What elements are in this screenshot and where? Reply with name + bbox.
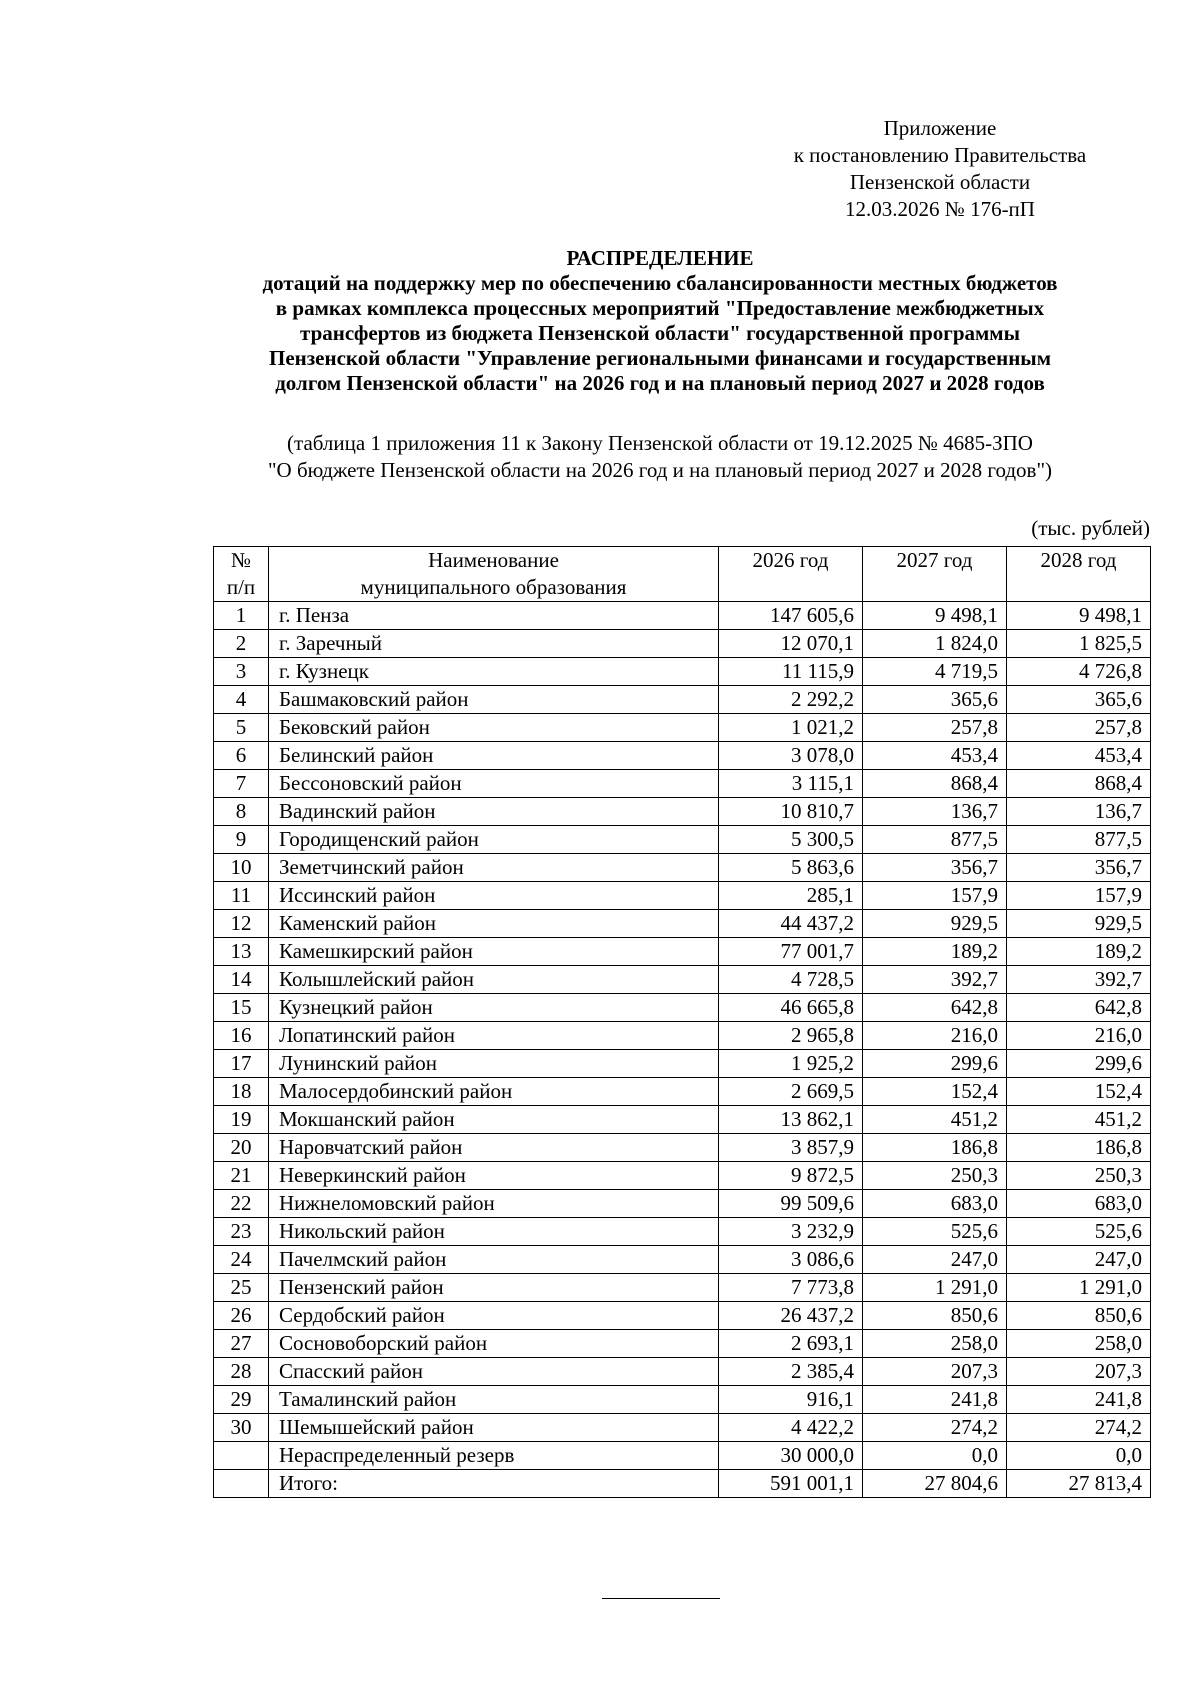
row-value-2028: 258,0 (1007, 1330, 1151, 1358)
row-value-2027: 850,6 (863, 1302, 1007, 1330)
row-value-2027: 683,0 (863, 1190, 1007, 1218)
row-number (214, 1442, 269, 1470)
table-row (214, 686, 1151, 714)
row-value-2026: 9 872,5 (719, 1162, 863, 1190)
row-municipality-name: Камешкирский район (269, 938, 719, 966)
title-heading: РАСПРЕДЕЛЕНИЕ (566, 246, 754, 270)
row-value-2027: 250,3 (863, 1162, 1007, 1190)
title-line: в рамках комплекса процессных мероприятий "Предоставление межбюджетных (275, 296, 1045, 320)
row-municipality-name: Башмаковский район (269, 686, 719, 714)
row-municipality-name: Шемышейский район (269, 1414, 719, 1442)
row-municipality-name: Городищенский район (269, 826, 719, 854)
row-number: 6 (214, 742, 269, 770)
approval-line: к постановлению Правительства (793, 143, 1087, 167)
row-value-2026: 3 078,0 (719, 742, 863, 770)
row-value-2028: 136,7 (1007, 798, 1151, 826)
table-row (214, 630, 1151, 658)
row-value-2028: 929,5 (1007, 910, 1151, 938)
row-value-2026: 11 115,9 (719, 658, 863, 686)
source-line: "О бюджете Пензенской области на 2026 год и на плановый период 2027 и 2028 годов") (267, 458, 1053, 482)
row-number: 22 (214, 1190, 269, 1218)
row-value-2028: 247,0 (1007, 1246, 1151, 1274)
row-value-2028: 642,8 (1007, 994, 1151, 1022)
row-value-2028: 868,4 (1007, 770, 1151, 798)
table-row (214, 1134, 1151, 1162)
row-value-2027: 27 804,6 (863, 1470, 1007, 1498)
row-municipality-name: Белинский район (269, 742, 719, 770)
row-municipality-name: Колышлейский район (269, 966, 719, 994)
row-municipality-name: Кузнецкий район (269, 994, 719, 1022)
table-row (214, 1442, 1151, 1470)
row-number: 30 (214, 1414, 269, 1442)
header-2026: 2026 год (719, 547, 863, 602)
row-number: 14 (214, 966, 269, 994)
row-value-2028: 257,8 (1007, 714, 1151, 742)
table-row (214, 1274, 1151, 1302)
row-value-2028: 186,8 (1007, 1134, 1151, 1162)
row-number: 2 (214, 630, 269, 658)
row-value-2028: 850,6 (1007, 1302, 1151, 1330)
row-value-2027: 299,6 (863, 1050, 1007, 1078)
row-number: 1 (214, 602, 269, 630)
row-number: 3 (214, 658, 269, 686)
row-value-2026: 2 385,4 (719, 1358, 863, 1386)
table-row (214, 1050, 1151, 1078)
row-value-2026: 3 232,9 (719, 1218, 863, 1246)
row-value-2026: 2 669,5 (719, 1078, 863, 1106)
row-number: 26 (214, 1302, 269, 1330)
row-value-2028: 152,4 (1007, 1078, 1151, 1106)
row-value-2026: 4 422,2 (719, 1414, 863, 1442)
table-row (214, 714, 1151, 742)
row-number: 23 (214, 1218, 269, 1246)
row-value-2027: 451,2 (863, 1106, 1007, 1134)
header-2028: 2028 год (1007, 547, 1151, 602)
row-number: 17 (214, 1050, 269, 1078)
table-row (214, 1414, 1151, 1442)
row-value-2026: 916,1 (719, 1386, 863, 1414)
row-municipality-name: Нижнеломовский район (269, 1190, 719, 1218)
table-row (214, 770, 1151, 798)
title-line: трансфертов из бюджета Пензенской области" государственной программы (300, 321, 1020, 345)
row-value-2028: 274,2 (1007, 1414, 1151, 1442)
title-line: долгом Пензенской области" на 2026 год и на плановый период 2027 и 2028 годов (275, 371, 1045, 395)
row-municipality-name: Лунинский район (269, 1050, 719, 1078)
table-row (214, 826, 1151, 854)
table-header-row (214, 547, 1151, 602)
row-municipality-name: Сердобский район (269, 1302, 719, 1330)
row-value-2028: 453,4 (1007, 742, 1151, 770)
row-number: 5 (214, 714, 269, 742)
row-number: 19 (214, 1106, 269, 1134)
table-row (214, 1106, 1151, 1134)
row-number: 8 (214, 798, 269, 826)
row-value-2028: 207,3 (1007, 1358, 1151, 1386)
row-value-2027: 9 498,1 (863, 602, 1007, 630)
table-row (214, 1162, 1151, 1190)
row-value-2028: 877,5 (1007, 826, 1151, 854)
row-value-2027: 247,0 (863, 1246, 1007, 1274)
row-value-2028: 250,3 (1007, 1162, 1151, 1190)
document-title (0, 246, 1200, 396)
row-value-2027: 1 824,0 (863, 630, 1007, 658)
row-municipality-name: Мокшанский район (269, 1106, 719, 1134)
row-value-2028: 299,6 (1007, 1050, 1151, 1078)
row-value-2028: 9 498,1 (1007, 602, 1151, 630)
row-municipality-name: Бессоновский район (269, 770, 719, 798)
row-value-2026: 2 292,2 (719, 686, 863, 714)
row-municipality-name: Бековский район (269, 714, 719, 742)
row-value-2026: 7 773,8 (719, 1274, 863, 1302)
row-municipality-name: г. Пенза (269, 602, 719, 630)
table-row (214, 1330, 1151, 1358)
row-municipality-name: Неверкинский район (269, 1162, 719, 1190)
row-value-2027: 1 291,0 (863, 1274, 1007, 1302)
row-number: 15 (214, 994, 269, 1022)
row-municipality-name: г. Кузнецк (269, 658, 719, 686)
row-value-2026: 13 862,1 (719, 1106, 863, 1134)
row-value-2027: 356,7 (863, 854, 1007, 882)
row-value-2026: 44 437,2 (719, 910, 863, 938)
end-divider (602, 1598, 720, 1599)
row-value-2026: 5 300,5 (719, 826, 863, 854)
row-value-2027: 241,8 (863, 1386, 1007, 1414)
row-number: 29 (214, 1386, 269, 1414)
distribution-table (213, 546, 1151, 1498)
row-value-2028: 1 291,0 (1007, 1274, 1151, 1302)
row-value-2027: 525,6 (863, 1218, 1007, 1246)
row-value-2027: 216,0 (863, 1022, 1007, 1050)
row-value-2027: 4 719,5 (863, 658, 1007, 686)
table-row (214, 1078, 1151, 1106)
row-value-2026: 12 070,1 (719, 630, 863, 658)
row-value-2027: 157,9 (863, 882, 1007, 910)
row-value-2027: 453,4 (863, 742, 1007, 770)
approval-date-number: 12.03.2026 № 176-пП (845, 197, 1035, 221)
table-row (214, 658, 1151, 686)
table-row (214, 1358, 1151, 1386)
table-row (214, 1386, 1151, 1414)
row-value-2027: 189,2 (863, 938, 1007, 966)
row-value-2026: 26 437,2 (719, 1302, 863, 1330)
approval-line: Приложение (883, 116, 997, 140)
row-value-2026: 4 728,5 (719, 966, 863, 994)
row-municipality-name: Иссинский район (269, 882, 719, 910)
header-number: № п/п (214, 547, 269, 602)
row-number: 16 (214, 1022, 269, 1050)
row-value-2026: 3 857,9 (719, 1134, 863, 1162)
row-value-2026: 2 693,1 (719, 1330, 863, 1358)
row-value-2028: 365,6 (1007, 686, 1151, 714)
table-row (214, 966, 1151, 994)
row-number: 21 (214, 1162, 269, 1190)
row-municipality-name: Итого: (269, 1470, 719, 1498)
table-row (214, 938, 1151, 966)
row-municipality-name: Пачелмский район (269, 1246, 719, 1274)
row-municipality-name: Нераспределенный резерв (269, 1442, 719, 1470)
row-municipality-name: Тамалинский район (269, 1386, 719, 1414)
row-municipality-name: г. Заречный (269, 630, 719, 658)
row-value-2028: 157,9 (1007, 882, 1151, 910)
row-value-2027: 258,0 (863, 1330, 1007, 1358)
row-number: 25 (214, 1274, 269, 1302)
row-number: 20 (214, 1134, 269, 1162)
table-row (214, 1218, 1151, 1246)
row-value-2028: 241,8 (1007, 1386, 1151, 1414)
row-number: 9 (214, 826, 269, 854)
table-row (214, 602, 1151, 630)
row-value-2028: 392,7 (1007, 966, 1151, 994)
row-value-2026: 285,1 (719, 882, 863, 910)
row-number: 7 (214, 770, 269, 798)
row-value-2028: 451,2 (1007, 1106, 1151, 1134)
row-value-2028: 356,7 (1007, 854, 1151, 882)
row-municipality-name: Сосновоборский район (269, 1330, 719, 1358)
row-value-2026: 77 001,7 (719, 938, 863, 966)
title-line: дотаций на поддержку мер по обеспечению сбалансированности местных бюджетов (262, 271, 1058, 295)
row-value-2027: 877,5 (863, 826, 1007, 854)
row-value-2027: 274,2 (863, 1414, 1007, 1442)
row-value-2026: 1 925,2 (719, 1050, 863, 1078)
units-label: (тыс. рублей) (1031, 516, 1150, 540)
approval-stamp (760, 115, 1120, 223)
row-number: 13 (214, 938, 269, 966)
row-number: 12 (214, 910, 269, 938)
table-row (214, 854, 1151, 882)
table-row (214, 1190, 1151, 1218)
approval-line: Пензенской области (849, 170, 1031, 194)
row-number: 28 (214, 1358, 269, 1386)
row-value-2027: 868,4 (863, 770, 1007, 798)
row-municipality-name: Вадинский район (269, 798, 719, 826)
row-number: 11 (214, 882, 269, 910)
row-value-2026: 591 001,1 (719, 1470, 863, 1498)
row-value-2028: 1 825,5 (1007, 630, 1151, 658)
row-municipality-name: Земетчинский район (269, 854, 719, 882)
row-value-2027: 207,3 (863, 1358, 1007, 1386)
source-reference (160, 430, 1160, 484)
table-body (214, 602, 1151, 1498)
table-row (214, 798, 1151, 826)
row-municipality-name: Спасский район (269, 1358, 719, 1386)
row-municipality-name: Лопатинский район (269, 1022, 719, 1050)
table-row (214, 994, 1151, 1022)
row-number: 24 (214, 1246, 269, 1274)
row-value-2027: 136,7 (863, 798, 1007, 826)
row-value-2026: 1 021,2 (719, 714, 863, 742)
row-municipality-name: Пензенский район (269, 1274, 719, 1302)
row-municipality-name: Каменский район (269, 910, 719, 938)
table-row (214, 910, 1151, 938)
row-value-2026: 5 863,6 (719, 854, 863, 882)
table-row (214, 1022, 1151, 1050)
row-number: 10 (214, 854, 269, 882)
row-value-2027: 0,0 (863, 1442, 1007, 1470)
row-value-2027: 365,6 (863, 686, 1007, 714)
row-value-2026: 3 086,6 (719, 1246, 863, 1274)
table-row (214, 1246, 1151, 1274)
row-value-2028: 0,0 (1007, 1442, 1151, 1470)
header-2027: 2027 год (863, 547, 1007, 602)
row-value-2026: 147 605,6 (719, 602, 863, 630)
title-line: Пензенской области "Управление региональными финансами и государственным (268, 346, 1051, 370)
row-value-2026: 3 115,1 (719, 770, 863, 798)
source-line: (таблица 1 приложения 11 к Закону Пензенской области от 19.12.2025 № 4685-ЗПО (287, 431, 1033, 455)
row-value-2028: 27 813,4 (1007, 1470, 1151, 1498)
row-value-2027: 152,4 (863, 1078, 1007, 1106)
row-value-2027: 186,8 (863, 1134, 1007, 1162)
table-row (214, 1470, 1151, 1498)
row-value-2026: 99 509,6 (719, 1190, 863, 1218)
header-name: Наименование муниципального образования (269, 547, 719, 602)
table-row (214, 742, 1151, 770)
row-value-2026: 2 965,8 (719, 1022, 863, 1050)
row-value-2026: 10 810,7 (719, 798, 863, 826)
row-value-2028: 216,0 (1007, 1022, 1151, 1050)
row-value-2028: 4 726,8 (1007, 658, 1151, 686)
row-value-2027: 257,8 (863, 714, 1007, 742)
row-value-2028: 683,0 (1007, 1190, 1151, 1218)
table-row (214, 1302, 1151, 1330)
row-number (214, 1470, 269, 1498)
row-number: 27 (214, 1330, 269, 1358)
row-value-2028: 189,2 (1007, 938, 1151, 966)
row-number: 4 (214, 686, 269, 714)
row-value-2026: 30 000,0 (719, 1442, 863, 1470)
row-value-2026: 46 665,8 (719, 994, 863, 1022)
row-value-2027: 929,5 (863, 910, 1007, 938)
row-municipality-name: Малосердобинский район (269, 1078, 719, 1106)
table-row (214, 882, 1151, 910)
row-value-2028: 525,6 (1007, 1218, 1151, 1246)
row-value-2027: 642,8 (863, 994, 1007, 1022)
row-municipality-name: Наровчатский район (269, 1134, 719, 1162)
row-number: 18 (214, 1078, 269, 1106)
row-value-2027: 392,7 (863, 966, 1007, 994)
row-municipality-name: Никольский район (269, 1218, 719, 1246)
